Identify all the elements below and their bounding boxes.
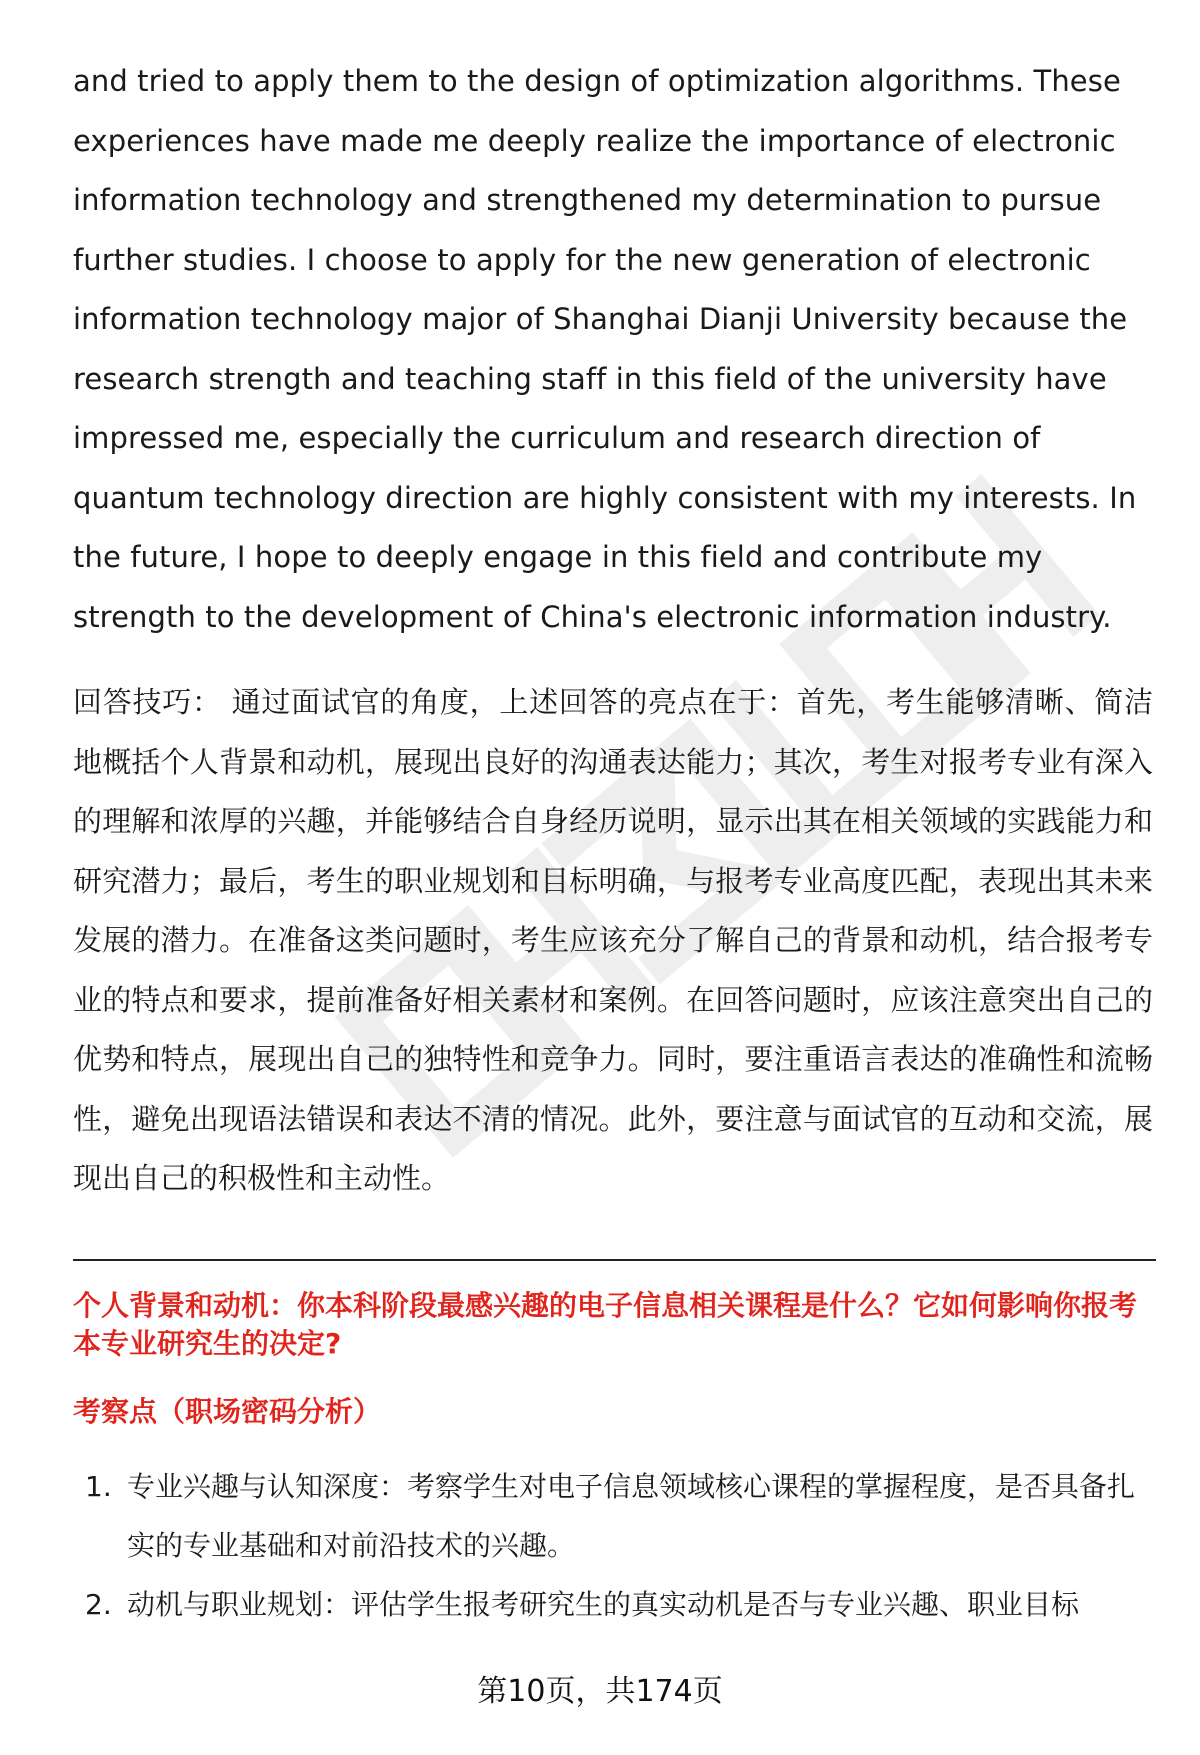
english-answer-paragraph: and tried to apply them to the design of optimization algorithms. These experiences have made me deeply realize the importance of electronic information technology and strengthened my determination to pursue further studies. I choose to apply for the new generation of electronic information technology major of Shanghai Dianji University because the research strength and teaching staff in this field of the university have impressed me, especially the curriculum and research direction of quantum technology direction are highly consistent with my interests. In the future, I hope to deeply engage in this field and contribute my strength to the development of China's electronic information industry. — [73, 64, 1137, 634]
assessment-points-list — [73, 1457, 1153, 1634]
section-heading: 考察点（职场密码分析） — [73, 1394, 382, 1428]
list-item-text: 动机与职业规划：评估学生报考研究生的真实动机是否与专业兴趣、职业目标 — [127, 1587, 1080, 1621]
section-divider — [73, 1259, 1156, 1261]
page-number-footer: 第10页，共174页 — [477, 1674, 723, 1709]
list-item-text: 专业兴趣与认知深度：考察学生对电子信息领域核心课程的掌握程度，是否具备扎实的专业基础和对前沿技术的兴趣。 — [127, 1469, 1136, 1562]
page-content — [73, 52, 1153, 1634]
answer-tips-paragraph: 回答技巧： 通过面试官的角度，上述回答的亮点在于：首先，考生能够清晰、简洁地概括个人背景和动机，展现出良好的沟通表达能力；其次，考生对报考专业有深入的理解和浓厚的兴趣，并能够结合自身经历说明，显示出其在相关领域的实践能力和研究潜力；最后，考生的职业规划和目标明确，与报考专业高度匹配，表现出其未来发展的潜力。在准备这类问题时，考生应该充分了解自己的背景和动机，结合报考专业的特点和要求，提前准备好相关素材和案例。在回答问题时，应该注意突出自己的优势和特点，展现出自己的独特性和竞争力。同时，要注重语言表达的准确性和流畅性，避免出现语法错误和表达不清的情况。此外，要注意与面试官的互动和交流，展现出自己的积极性和主动性。 — [73, 685, 1153, 1195]
list-item — [73, 1457, 1153, 1575]
list-item-number: 2. — [85, 1587, 112, 1621]
list-item-number: 1. — [85, 1469, 112, 1503]
list-item — [73, 1575, 1153, 1634]
interview-question: 个人背景和动机：你本科阶段最感兴趣的电子信息相关课程是什么？它如何影响你报考本专业研究生的决定? — [73, 1288, 1138, 1360]
